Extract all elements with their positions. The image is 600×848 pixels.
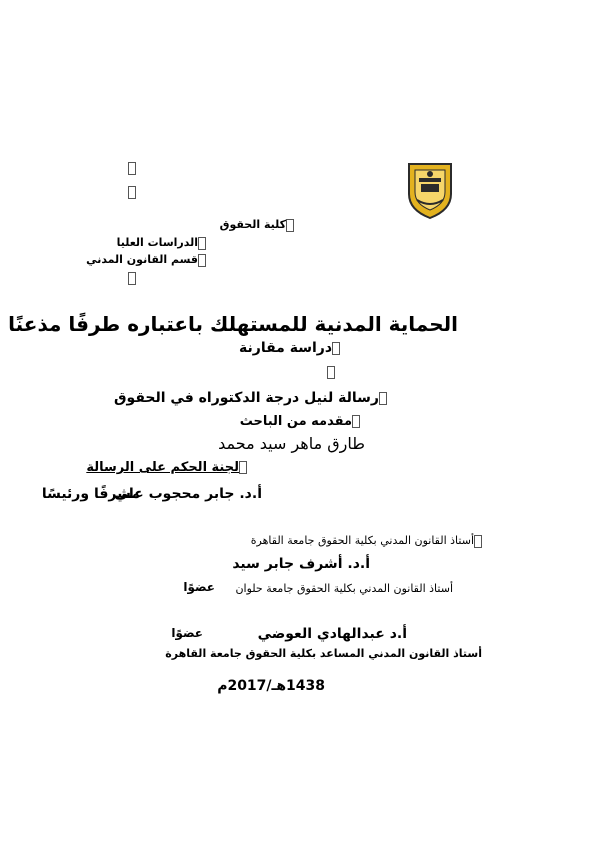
committee-member-position: أستاذ القانون المدني بكلية الحقوق جامعة حلوان	[235, 582, 453, 595]
committee-member-role: عضوًا	[171, 626, 203, 640]
placeholder-box	[128, 162, 136, 175]
committee-member-role: مشرفًا ورئيسًا	[41, 486, 140, 502]
presented-by-label: مقدمه من الباحث	[240, 414, 360, 429]
researcher-name: طارق ماهر سيد محمد	[218, 434, 365, 453]
committee-member-role: عضوًا	[183, 580, 215, 594]
committee-member-name: أ.د عبدالهادي العوضي	[257, 626, 407, 642]
department-label: قسم القانون المدني	[86, 253, 206, 267]
thesis-title: الحماية المدنية للمستهلك باعتباره طرفًا مذعنًا	[8, 312, 458, 336]
placeholder-box	[128, 272, 136, 285]
committee-member-position: أستاذ القانون المدني بكلية الحقوق جامعة القاهرة	[251, 534, 482, 548]
placeholder-box	[128, 186, 136, 199]
thesis-purpose: رسالة لنيل درجة الدكتوراه في الحقوق	[114, 390, 387, 406]
committee-heading: لجنة الحكم على الرسالة	[86, 460, 247, 475]
thesis-date: 1438هـ/2017م	[217, 678, 325, 694]
thesis-subtitle: دراسة مقارنة	[239, 340, 340, 356]
faculty-label: كلية الحقوق	[220, 218, 294, 232]
committee-member-name: أ.د. أشرف جابر سيد	[232, 556, 370, 572]
committee-member-name: أ.د. جابر محجوب علي	[114, 486, 262, 502]
graduate-studies-label: الدراسات العليا	[117, 236, 206, 250]
university-logo	[405, 160, 455, 222]
placeholder-box	[327, 366, 335, 379]
committee-member-position: أستاذ القانون المدني المساعد بكلية الحقوق جامعة القاهرة	[165, 647, 482, 660]
